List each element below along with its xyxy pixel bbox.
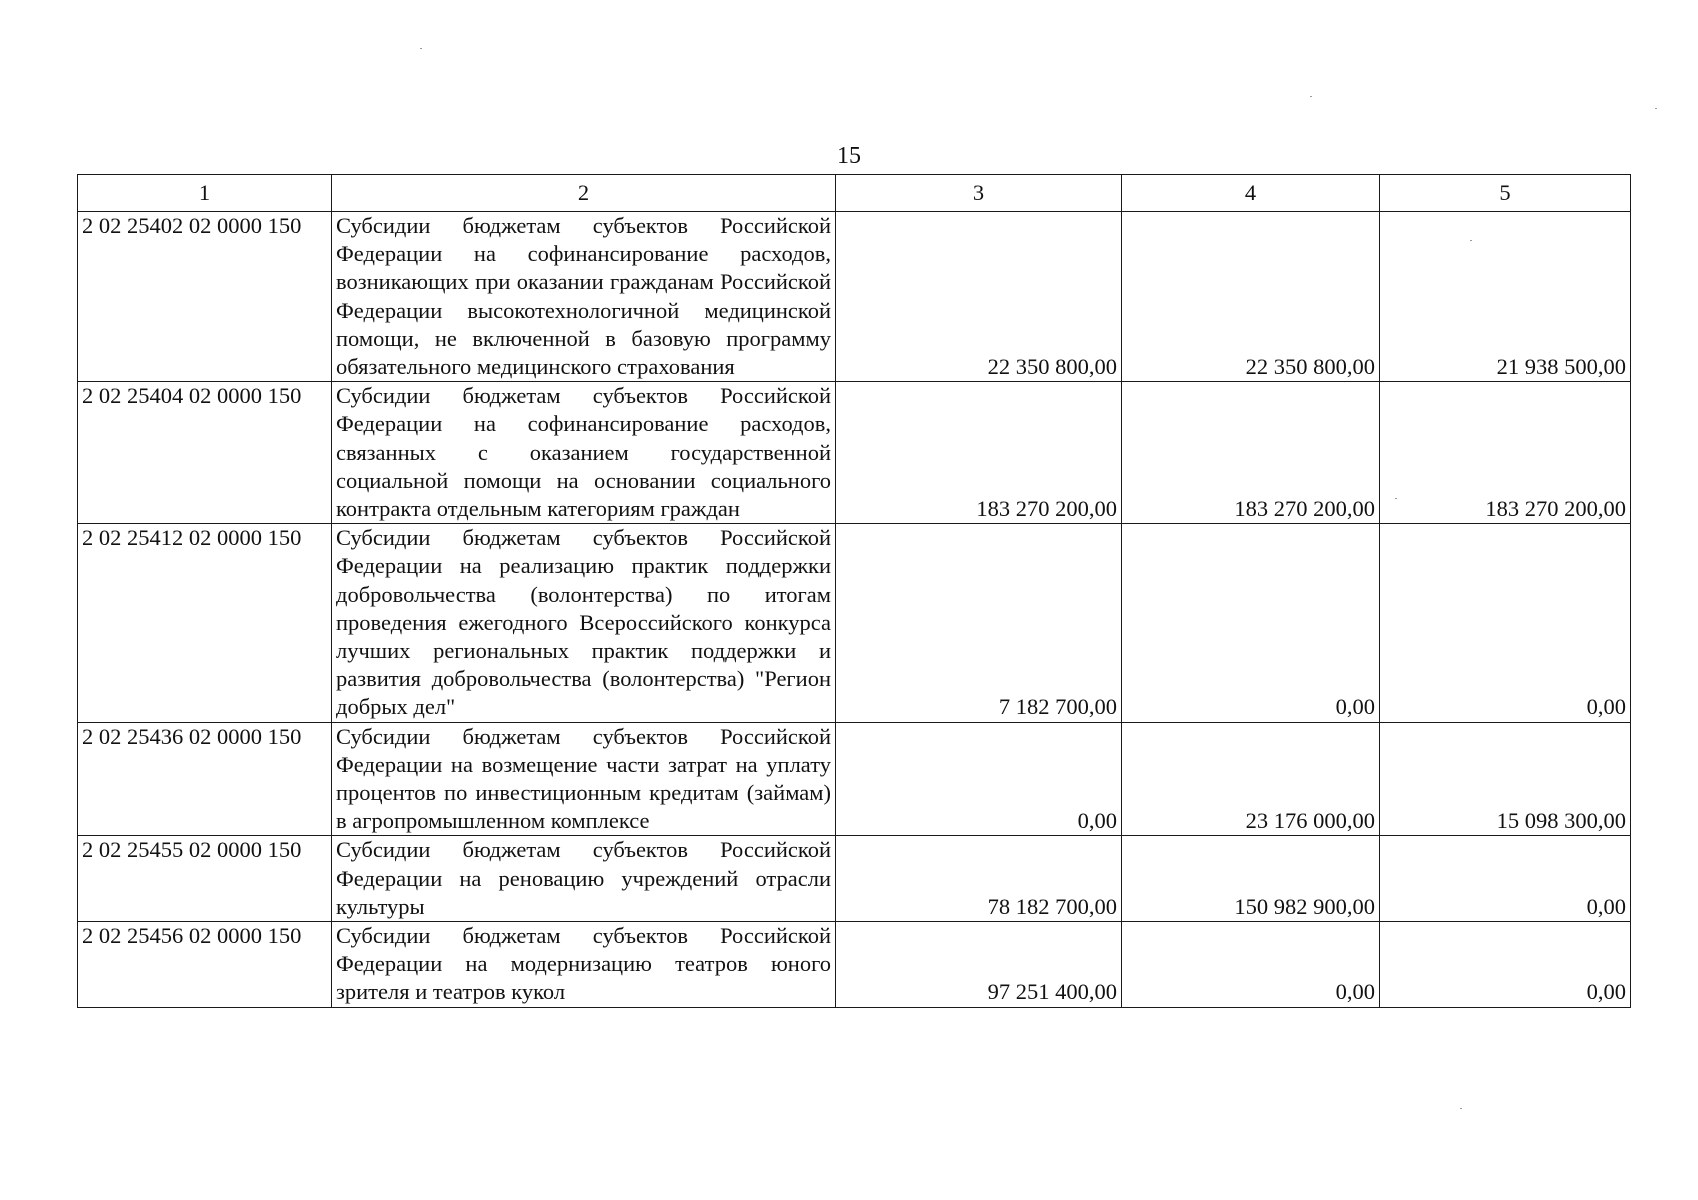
table-row xyxy=(78,922,1631,1008)
budget-code-cell: 2 02 25456 02 0000 150 xyxy=(78,922,332,1008)
budget-code-cell: 2 02 25436 02 0000 150 xyxy=(78,722,332,836)
amount-col4-cell: 183 270 200,00 xyxy=(1122,382,1380,524)
column-header-5: 5 xyxy=(1380,175,1631,212)
description-cell: Субсидии бюджетам субъектов Российской Федерации на софинансирование расходов, связанных с оказанием государственной социальной помощи на основании социального контракта отдельным категориям граждан xyxy=(332,382,836,524)
amount-col4-cell: 23 176 000,00 xyxy=(1122,722,1380,836)
budget-code-cell: 2 02 25404 02 0000 150 xyxy=(78,382,332,524)
budget-code-cell: 2 02 25412 02 0000 150 xyxy=(78,524,332,722)
table-row xyxy=(78,212,1631,382)
header-row xyxy=(78,175,1631,212)
amount-col4-cell: 0,00 xyxy=(1122,524,1380,722)
scan-speck xyxy=(1470,240,1472,241)
description-cell: Субсидии бюджетам субъектов Российской Федерации на возмещение части затрат на уплату процентов по инвестиционным кредитам (займам) в агропромышленном комплексе xyxy=(332,722,836,836)
amount-col4-cell: 0,00 xyxy=(1122,922,1380,1008)
column-header-2: 2 xyxy=(332,175,836,212)
amount-col4-cell: 150 982 900,00 xyxy=(1122,836,1380,922)
scan-speck xyxy=(1655,108,1657,109)
budget-code-cell: 2 02 25455 02 0000 150 xyxy=(78,836,332,922)
scan-speck xyxy=(1310,96,1312,97)
scan-speck xyxy=(420,48,422,49)
amount-col4-cell: 22 350 800,00 xyxy=(1122,212,1380,382)
amount-col5-cell: 0,00 xyxy=(1380,524,1631,722)
amount-col3-cell: 22 350 800,00 xyxy=(836,212,1122,382)
scan-speck xyxy=(1460,1108,1462,1109)
amount-col3-cell: 97 251 400,00 xyxy=(836,922,1122,1008)
amount-col5-cell: 15 098 300,00 xyxy=(1380,722,1631,836)
amount-col3-cell: 183 270 200,00 xyxy=(836,382,1122,524)
budget-code-cell: 2 02 25402 02 0000 150 xyxy=(78,212,332,382)
page-number: 15 xyxy=(837,143,861,169)
amount-col3-cell: 0,00 xyxy=(836,722,1122,836)
column-header-4: 4 xyxy=(1122,175,1380,212)
amount-col5-cell: 0,00 xyxy=(1380,922,1631,1008)
column-header-3: 3 xyxy=(836,175,1122,212)
table-row xyxy=(78,382,1631,524)
description-cell: Субсидии бюджетам субъектов Российской Федерации на софинансирование расходов, возникающих при оказании гражданам Российской Федерации высокотехнологичной медицинской помощи, не включенной в базовую программу обязательного медицинского страхования xyxy=(332,212,836,382)
table-row xyxy=(78,836,1631,922)
budget-table xyxy=(77,174,1631,1008)
table-row xyxy=(78,524,1631,722)
description-cell: Субсидии бюджетам субъектов Российской Федерации на реновацию учреждений отрасли культуры xyxy=(332,836,836,922)
amount-col5-cell: 183 270 200,00 xyxy=(1380,382,1631,524)
amount-col3-cell: 7 182 700,00 xyxy=(836,524,1122,722)
amount-col5-cell: 21 938 500,00 xyxy=(1380,212,1631,382)
amount-col5-cell: 0,00 xyxy=(1380,836,1631,922)
description-cell: Субсидии бюджетам субъектов Российской Федерации на реализацию практик поддержки добровольчества (волонтерства) по итогам проведения ежегодного Всероссийского конкурса лучших региональных практик поддержки и развития добровольчества (волонтерства) "Регион добрых дел" xyxy=(332,524,836,722)
amount-col3-cell: 78 182 700,00 xyxy=(836,836,1122,922)
scan-speck xyxy=(1395,498,1397,499)
description-cell: Субсидии бюджетам субъектов Российской Федерации на модернизацию театров юного зрителя и театров кукол xyxy=(332,922,836,1008)
column-header-1: 1 xyxy=(78,175,332,212)
table-row xyxy=(78,722,1631,836)
